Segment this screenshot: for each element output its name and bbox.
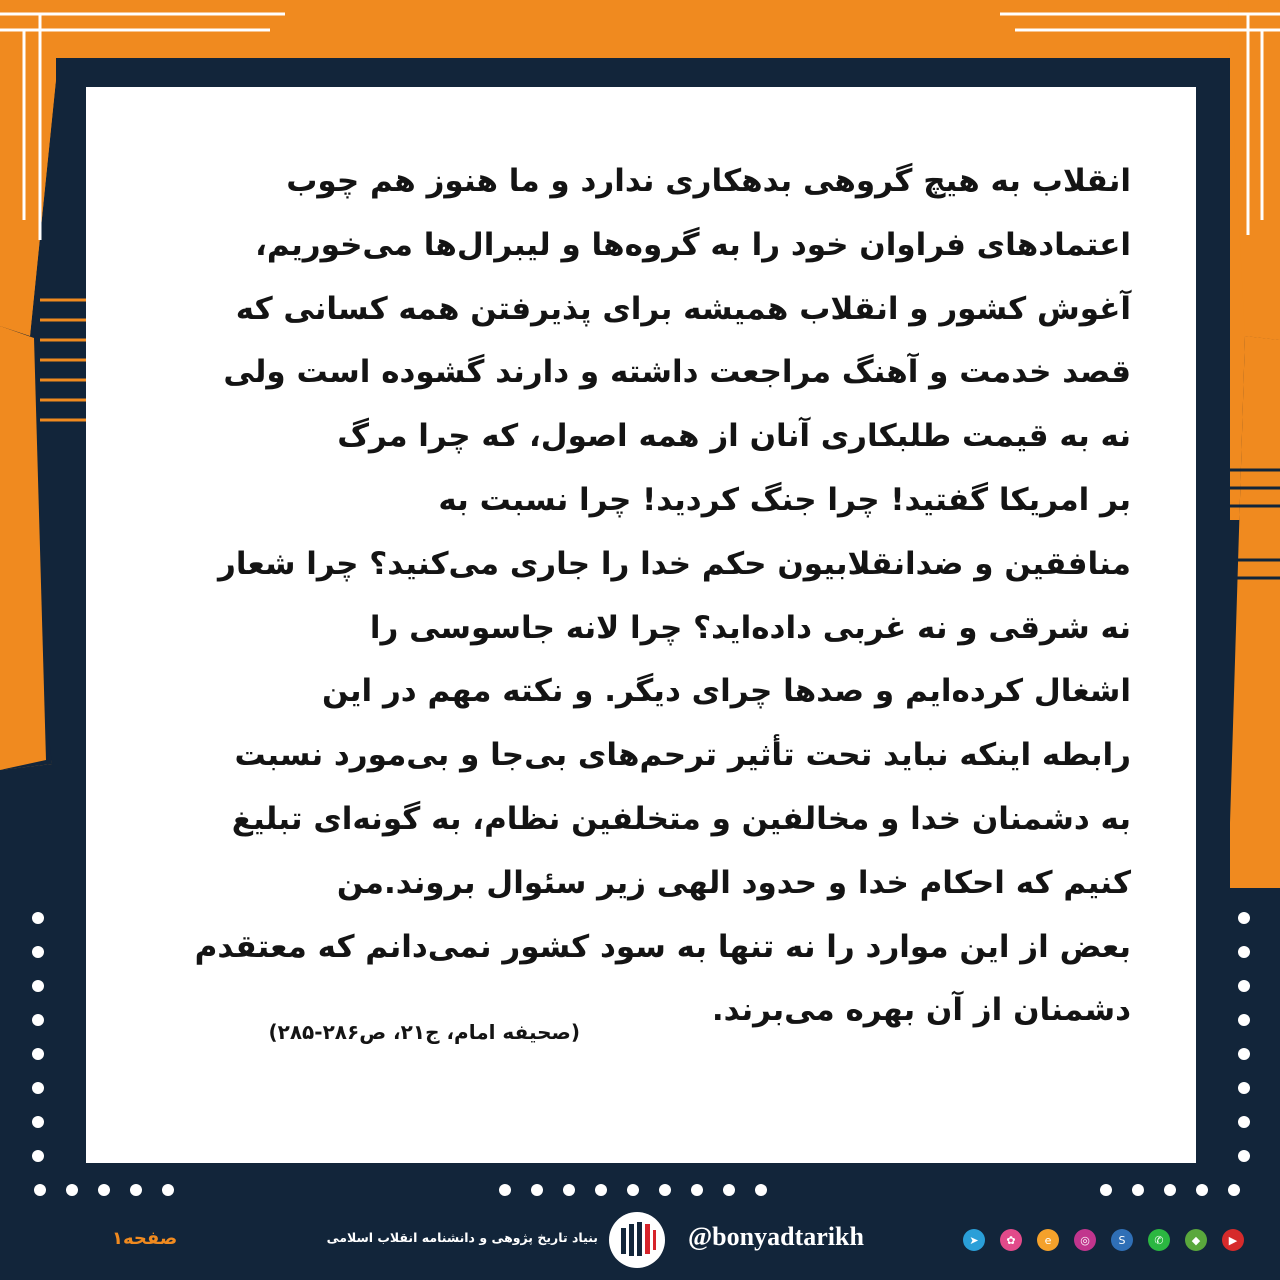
social-handle[interactable]: @bonyadtarikh — [688, 1222, 864, 1251]
rubika-icon[interactable]: ◆ — [1185, 1229, 1207, 1251]
quote-line: آغوش کشور و انقلاب همیشه برای پذیرفتن همه کسانی که — [235, 290, 1131, 327]
quote-line: اعتمادهای فراوان خود را به گروه‌ها و لیبرال‌ها می‌خوریم، — [255, 226, 1131, 263]
organization-name: بنیاد تاریخ پژوهی و دانشنامه انقلاب اسلامی — [326, 1230, 598, 1245]
quote-line: نه به قیمت طلبکاری آنان از همه اصول، که چرا مرگ — [337, 418, 1131, 455]
quote-line: رابطه اینکه نباید تحت تأثیر ترحم‌های بی‌جا و بی‌مورد نسبت — [234, 737, 1131, 774]
instagram-icon[interactable]: ◎ — [1074, 1229, 1096, 1251]
telegram-icon[interactable]: ➤ — [963, 1229, 985, 1251]
quote-text — [146, 150, 1131, 1043]
page-number: صفحه۱ — [112, 1228, 178, 1249]
organization-logo-icon — [607, 1210, 667, 1270]
quote-line: کنیم که احکام خدا و حدود الهی زیر سئوال بروند.من — [336, 864, 1131, 901]
flower-app-icon[interactable]: ✿ — [1000, 1229, 1022, 1251]
quote-line: قصد خدمت و آهنگ مراجعت داشته و دارند گشوده است ولی — [223, 354, 1131, 391]
quote-line: اشغال کرده‌ایم و صدها چرای دیگر. و نکته مهم در این — [321, 673, 1131, 710]
quote-line: دشمنان از آن بهره می‌برند. — [711, 992, 1131, 1029]
aparat-icon[interactable]: ▶ — [1222, 1229, 1244, 1251]
quote-line: نه شرقی و نه غربی داده‌اید؟ چرا لانه جاسوسی را — [369, 609, 1131, 646]
soroush-icon[interactable]: S — [1111, 1229, 1133, 1251]
quote-line: بعض از این موارد را نه تنها به سود کشور نمی‌دانم که معتقدم — [194, 928, 1131, 965]
quote-line: به دشمنان خدا و مخالفین و متخلفین نظام، به گونه‌ای تبلیغ — [231, 800, 1131, 837]
source-citation: (صحیفه امام، ج۲۱، ص۲۸۶-۲۸۵) — [268, 1020, 580, 1044]
eitaa-icon[interactable]: e — [1037, 1229, 1059, 1251]
quote-line: منافقین و ضدانقلابیون حکم خدا را جاری می‌کنید؟ چرا شعار — [218, 545, 1131, 582]
quote-line: انقلاب به هیچ گروهی بدهکاری ندارد و ما هنوز هم چوب — [286, 163, 1131, 199]
quote-line: بر امریکا گفتید! چرا جنگ کردید! چرا نسبت به — [438, 481, 1131, 518]
whatsapp-icon[interactable]: ✆ — [1148, 1229, 1170, 1251]
